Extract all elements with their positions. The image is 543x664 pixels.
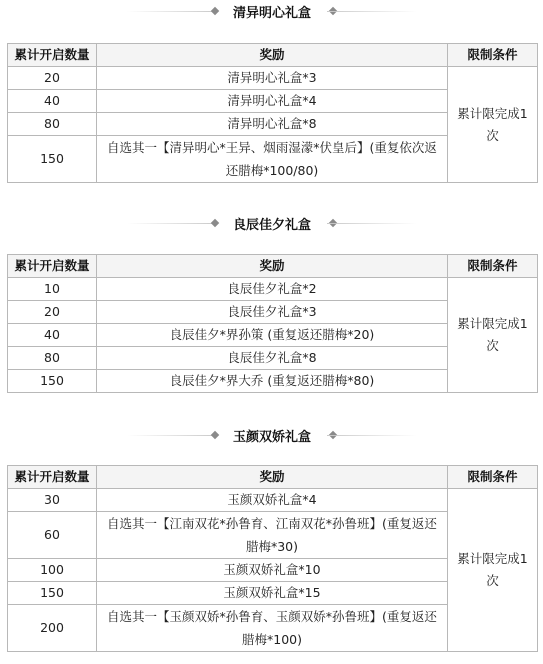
section-title: 良辰佳夕礼盒 (229, 214, 315, 233)
table-row (8, 278, 538, 301)
limit-cell: 累计限完成1次 (448, 278, 538, 393)
reward-cell: 自选其一【清异明心*王异、烟雨湿濛*伏皇后】(重复依次返还腊梅*100/80) (97, 136, 448, 183)
table-row (8, 489, 538, 512)
reward-cell: 自选其一【玉颜双娇*孙鲁育、玉颜双娇*孙鲁班】(重复返还腊梅*100) (97, 605, 448, 652)
header-reward: 奖励 (97, 466, 448, 489)
reward-cell: 良辰佳夕*界孙策 (重复返还腊梅*20) (97, 324, 448, 347)
reward-cell: 自选其一【江南双花*孙鲁育、江南双花*孙鲁班】(重复返还腊梅*30) (97, 512, 448, 559)
header-limit: 限制条件 (448, 466, 538, 489)
count-cell: 100 (8, 559, 97, 582)
reward-cell: 清异明心礼盒*4 (97, 90, 448, 113)
header-count: 累计开启数量 (8, 44, 97, 67)
reward-cell: 玉颜双娇礼盒*4 (97, 489, 448, 512)
count-cell: 40 (8, 324, 97, 347)
header-reward: 奖励 (97, 255, 448, 278)
count-cell: 30 (8, 489, 97, 512)
header-count: 累计开启数量 (8, 255, 97, 278)
count-cell: 40 (8, 90, 97, 113)
header-count: 累计开启数量 (8, 466, 97, 489)
diamond-icon (211, 219, 219, 227)
count-cell: 200 (8, 605, 97, 652)
reward-cell: 清异明心礼盒*3 (97, 67, 448, 90)
section-title-bar (7, 212, 537, 234)
title-divider-left (127, 11, 217, 12)
section-qingyi (7, 0, 537, 183)
diamond-icon (211, 7, 219, 15)
title-divider-right (327, 223, 417, 224)
header-limit: 限制条件 (448, 44, 538, 67)
section-title: 清异明心礼盒 (229, 2, 315, 21)
count-cell: 150 (8, 136, 97, 183)
table-header-row (8, 44, 538, 67)
section-title-bar (7, 424, 537, 446)
reward-cell: 良辰佳夕礼盒*8 (97, 347, 448, 370)
count-cell: 150 (8, 582, 97, 605)
count-cell: 80 (8, 347, 97, 370)
table-header-row (8, 466, 538, 489)
limit-cell: 累计限完成1次 (448, 489, 538, 652)
limit-cell: 累计限完成1次 (448, 67, 538, 183)
section-title: 玉颜双娇礼盒 (229, 426, 315, 445)
section-yuyan (7, 424, 537, 652)
count-cell: 20 (8, 67, 97, 90)
table-header-row (8, 255, 538, 278)
reward-cell: 良辰佳夕礼盒*3 (97, 301, 448, 324)
reward-cell: 良辰佳夕*界大乔 (重复返还腊梅*80) (97, 370, 448, 393)
diamond-icon (211, 431, 219, 439)
reward-cell: 玉颜双娇礼盒*15 (97, 582, 448, 605)
count-cell: 10 (8, 278, 97, 301)
title-divider-left (127, 223, 217, 224)
reward-table (7, 465, 538, 652)
table-row (8, 67, 538, 90)
section-liangchen (7, 212, 537, 393)
reward-table (7, 254, 538, 393)
count-cell: 60 (8, 512, 97, 559)
header-limit: 限制条件 (448, 255, 538, 278)
section-title-bar (7, 0, 537, 22)
reward-cell: 玉颜双娇礼盒*10 (97, 559, 448, 582)
title-divider-right (327, 435, 417, 436)
reward-cell: 良辰佳夕礼盒*2 (97, 278, 448, 301)
count-cell: 20 (8, 301, 97, 324)
count-cell: 150 (8, 370, 97, 393)
count-cell: 80 (8, 113, 97, 136)
header-reward: 奖励 (97, 44, 448, 67)
reward-table (7, 43, 538, 183)
reward-cell: 清异明心礼盒*8 (97, 113, 448, 136)
title-divider-right (327, 11, 417, 12)
title-divider-left (127, 435, 217, 436)
